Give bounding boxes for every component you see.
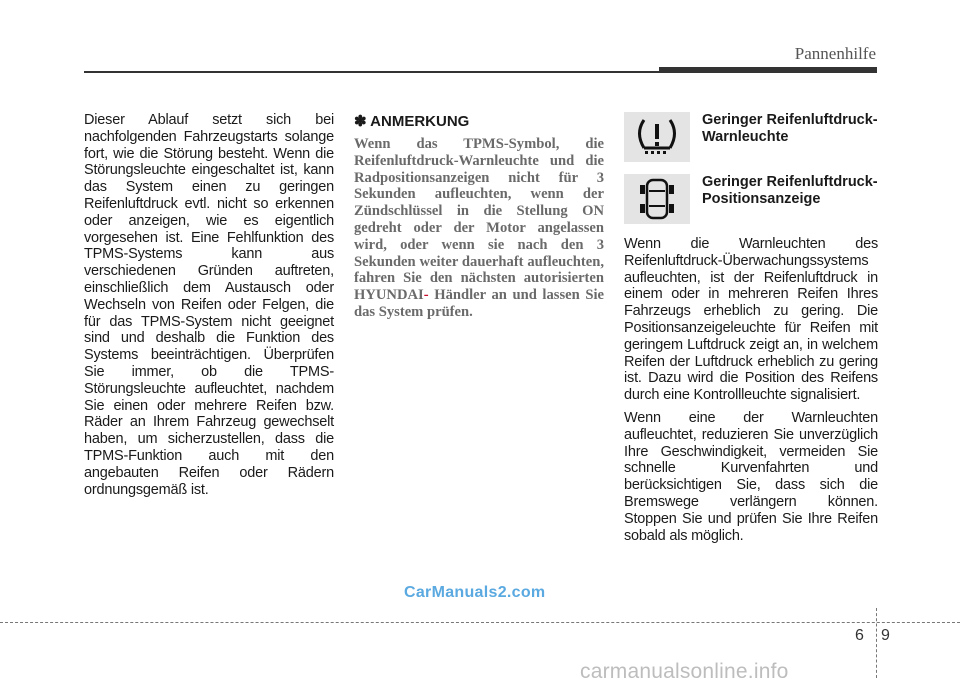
column-left	[84, 112, 334, 498]
note-body-end: Händler an und lassen Sie das System prüfen.	[354, 287, 604, 320]
note-body	[354, 136, 604, 321]
watermark-link[interactable]: CarManuals2.com	[404, 584, 546, 601]
page-number: 9	[881, 627, 890, 644]
icon-row-position	[624, 174, 878, 224]
body-paragraph: Wenn die Warnleuchten des Reifenluftdruck-Überwachungssystems aufleuchten, ist der Reifenluftdruck in einem oder in mehreren Reifen Ihres Fahrzeugs erheblich zu gering. Die Positionsanzeigeleuchte für Reifen mit geringem Luftdruck zeigt an, in welchem Reifen der Luftdruck erheblich zu gering ist. Dazu wird die Position des Reifens durch eine Kontrollleuchte signalisiert.	[624, 236, 878, 404]
icon-row-warning	[624, 112, 878, 162]
note-box	[354, 112, 604, 321]
header-rule	[84, 71, 659, 73]
note-body-main: Wenn das TPMS-Symbol, die Reifenluftdruck-Warnleuchte und die Radpositionsanzeigen nicht für 3 Sekunden aufleuchten, wenn der Zündschlüssel in die Stellung ON gedreht oder der Motor angelassen wird, oder wenn sie nach den 3 Sekunden weiter dauerhaft aufleuchten, fahren Sie den nächsten autorisierten HYUNDAI	[354, 136, 604, 304]
tpms-warning-icon	[624, 112, 690, 162]
column-right	[624, 112, 878, 544]
section-title: Pannenhilfe	[794, 44, 876, 63]
watermark-text: carmanualsonline.info	[580, 660, 789, 683]
icon-label-warning: Geringer Reifenluftdruck-Warnleuchte	[702, 112, 878, 145]
body-paragraph: Dieser Ablauf setzt sich bei nachfolgenden Fahrzeugstarts solange fort, wie die Störung besteht. Wenn die Störungsleuchte eingeschaltet ist, kann das System einen zu geringen Reifenluftdruck evtl. nicht so erkennen oder anzeigen, wie es eigentlich vorgesehen ist. Eine Fehlfunktion des TPMS-Systems kann aus verschiedenen Gründen auftreten, einschließlich dem Austausch oder Wechseln von Reifen oder Felgen, die für das TPMS-System nicht geeignet sind und deshalb die Funktion des Systems beeinträchtigen. Überprüfen Sie immer, ob die TPMS-Störungsleuchte aufleuchtet, nachdem Sie einen oder mehrere Reifen bzw. Räder an Ihrem Fahrzeug gewechselt haben, um sicherzustellen, dass die TPMS-Funktion auch mit den angebauten Reifen oder Rädern ordnungsgemäß ist.	[84, 112, 334, 498]
body-paragraph: Wenn eine der Warnleuchten aufleuchtet, reduzieren Sie unverzüglich Ihre Geschwindigkeit, vermeiden Sie schnelle Kurvenfahrten und berücksichtigen Sie, dass sich die Bremswege verlängern können. Stoppen Sie und prüfen Sie Ihre Reifen sobald als möglich.	[624, 409, 878, 544]
note-body-red-hyphen: -	[423, 287, 429, 304]
footer-rule	[0, 622, 960, 623]
footer-divider	[876, 608, 877, 678]
chapter-number: 6	[855, 627, 864, 644]
tire-position-icon	[624, 174, 690, 224]
header-rule-thick	[659, 67, 877, 73]
icon-label-position: Geringer Reifenluftdruck-Positionsanzeige	[702, 174, 878, 207]
note-title: ✽ ANMERKUNG	[354, 113, 470, 130]
